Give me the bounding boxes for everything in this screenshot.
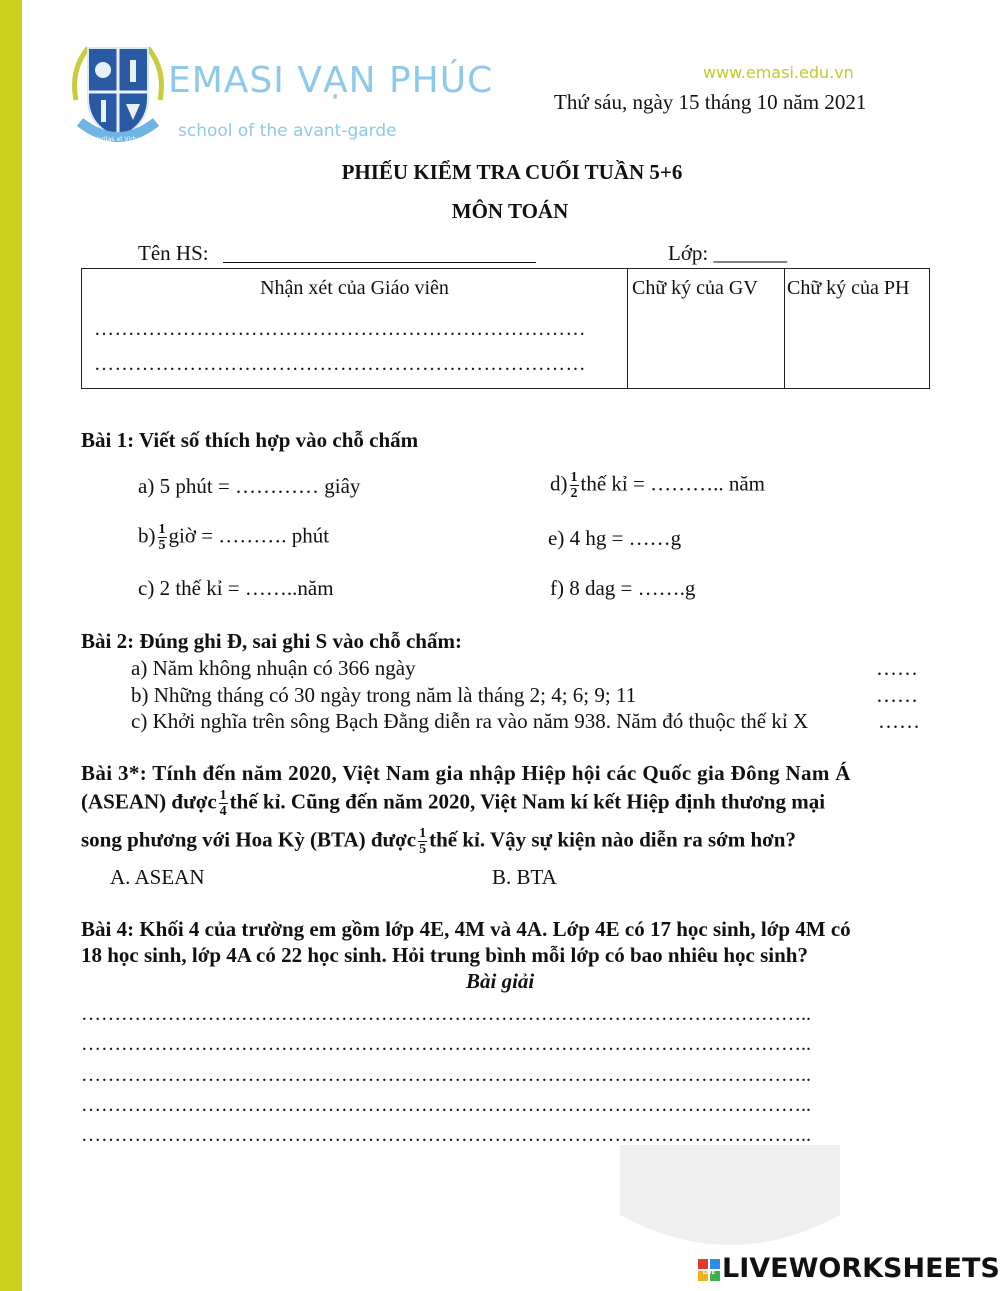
answer-line[interactable]: ……………………………………………………………………………………………….. [81,1094,811,1116]
bai1-item-c[interactable]: c) 2 thế kỉ = ……..năm [138,576,334,600]
bai2-item-c: c) Khởi nghĩa trên sông Bạch Đằng diễn ra vào năm 938. Năm đó thuộc thế kỉ X [131,709,809,733]
bai3-option-a[interactable]: A. ASEAN [110,865,205,889]
fraction-denominator: 2 [570,486,578,501]
school-slogan: school of the avant-garde [178,121,397,141]
liveworksheets-brand: LIVEWORKSHEETS [722,1253,1000,1284]
answer-line[interactable]: ……………………………………………………………………………………………….. [81,1064,811,1086]
logo-motto: Veritas et Virtus [94,136,142,143]
teacher-sign-cell[interactable] [628,269,785,389]
bai2-item-b: b) Những tháng có 30 ngày trong năm là tháng 2; 4; 6; 9; 11 [131,683,637,707]
fraction [219,788,228,819]
fraction [570,470,579,501]
school-website: www.emasi.edu.vn [703,63,854,82]
fraction-numerator: 1 [570,470,578,485]
page-title: PHIẾU KIỂM TRA CUỐI TUẦN 5+6 [341,160,683,184]
fraction [158,522,167,553]
student-name-label: Tên HS: [138,241,209,265]
teacher-comment-label: Nhận xét của Giáo viên [260,277,449,299]
subject-title: MÔN TOÁN [451,199,569,223]
text-part: thế kỉ. Vậy sự kiện nào diễn ra sớm hơn? [429,827,796,852]
answer-line[interactable]: ……………………………………………………………………………………………….. [81,1003,811,1025]
logo-icon-text: LIVE [702,1270,716,1276]
fraction-denominator: 5 [158,538,166,553]
student-name-field[interactable] [223,262,536,263]
item-prefix: d) [550,471,568,496]
bai2-title: Bài 2: Đúng ghi Đ, sai ghi S vào chỗ chấm: [81,629,462,653]
solution-label: Bài giải [466,969,535,993]
text-part: (ASEAN) được [81,789,217,814]
bai2-answer-b[interactable]: …… [876,683,918,707]
bai3-line-2 [81,788,825,819]
item-prefix: b) [138,523,156,548]
bai1-title: Bài 1: Viết số thích hợp vào chỗ chấm [81,428,419,452]
teacher-sign-label: Chữ ký của GV [632,277,758,299]
bai2-answer-c[interactable]: …… [878,709,920,733]
bai1-item-f[interactable]: f) 8 dag = …….g [550,576,696,600]
bai3-option-b[interactable]: B. BTA [492,865,557,889]
bai1-item-d[interactable] [550,470,765,501]
text-part: thế kỉ. Cũng đến năm 2020, Việt Nam kí kết Hiệp định thương mại [229,789,826,814]
answer-line[interactable]: ……………………………………………………………………………………………….. [81,1124,811,1146]
review-table [81,268,930,389]
bai4-line-2: 18 học sinh, lớp 4A có 22 học sinh. Hỏi trung bình mỗi lớp có bao nhiêu học sinh? [81,943,808,967]
school-name: EMASI VẠN PHÚC [168,60,494,101]
fraction-denominator: 4 [219,804,227,819]
parent-sign-label: Chữ ký của PH [787,277,910,299]
bai1-item-a[interactable]: a) 5 phút = ………… giây [138,474,361,498]
school-logo [66,40,170,144]
class-field[interactable]: Lớp: _______ [668,241,788,265]
parent-sign-cell[interactable] [785,269,930,389]
fraction-numerator: 1 [158,522,166,537]
date-line: Thứ sáu, ngày 15 tháng 10 năm 2021 [554,90,867,114]
item-text: thế kỉ = ……….. năm [580,471,765,496]
liveworksheets-logo-icon [698,1259,720,1281]
bai4-line-1: Bài 4: Khối 4 của trường em gồm lớp 4E, 4M và 4A. Lớp 4E có 17 học sinh, lớp 4M có [81,917,851,941]
bai2-item-a: a) Năm không nhuận có 366 ngày [131,656,416,680]
comment-line: ……………………………………………………………… [94,318,586,340]
fraction-numerator: 1 [419,826,427,841]
item-text: giờ = ………. phút [168,523,330,548]
text-part: song phương với Hoa Kỳ (BTA) được [81,827,417,852]
bai1-item-b[interactable] [138,522,329,553]
bai3-line-3 [81,826,796,857]
left-accent-bar [0,0,22,1291]
bai1-item-e[interactable]: e) 4 hg = ……g [548,526,682,550]
fraction-denominator: 5 [419,842,427,857]
answer-line[interactable]: ……………………………………………………………………………………………….. [81,1033,811,1055]
fraction [418,826,427,857]
comment-line: ……………………………………………………………… [94,353,586,375]
fraction-numerator: 1 [219,788,227,803]
teacher-comment-cell[interactable] [82,269,628,389]
bai2-answer-a[interactable]: …… [876,656,918,680]
bai3-line-1: Bài 3*: Tính đến năm 2020, Việt Nam gia nhập Hiệp hội các Quốc gia Đông Nam Á [81,761,851,785]
